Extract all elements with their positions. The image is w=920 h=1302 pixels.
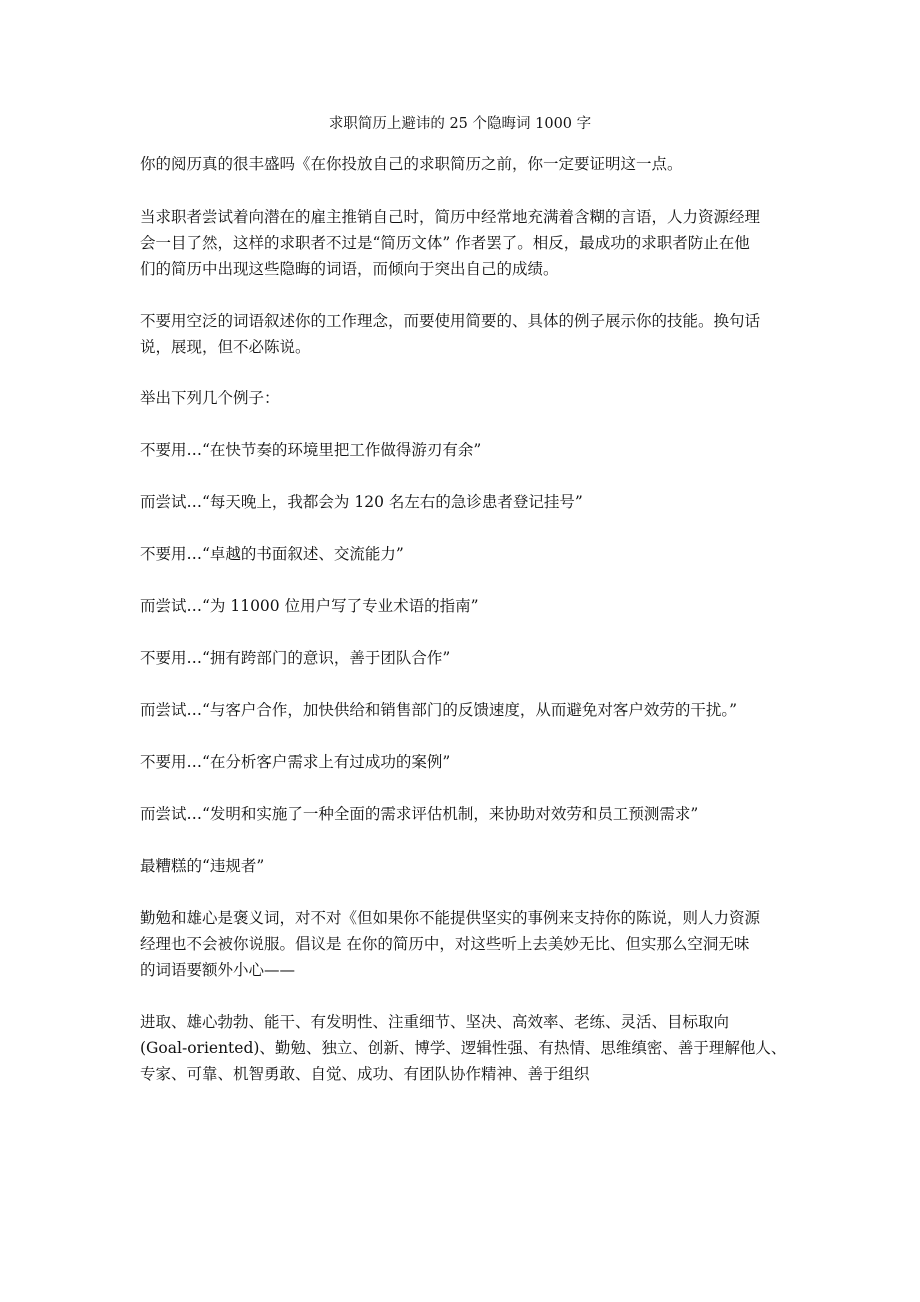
paragraph-line: 而尝试…“每天晚上，我都会为 120 名左右的急诊患者登记挂号” bbox=[140, 493, 583, 511]
paragraph-show-dont-tell bbox=[140, 308, 792, 360]
paragraph-line: 会一目了然，这样的求职者不过是“简历文体” 作者罢了。相反，最成功的求职者防止在他 bbox=[140, 234, 750, 252]
paragraph-line: 的词语要额外小心—— bbox=[140, 961, 296, 979]
paragraph-diligence bbox=[140, 905, 792, 983]
paragraph-line: 经理也不会被你说服。倡议是 在你的简历中，对这些听上去美妙无比、但实那么空洞无味 bbox=[140, 935, 750, 953]
example-try-instead bbox=[140, 697, 792, 723]
paragraph-line: 不要用…“在快节奏的环境里把工作做得游刃有余” bbox=[140, 441, 482, 459]
example-try-instead bbox=[140, 593, 792, 619]
paragraph-line: 举出下列几个例子： bbox=[140, 389, 280, 407]
paragraph-intro bbox=[140, 151, 792, 177]
section-heading-worst-offenders bbox=[140, 853, 792, 879]
paragraph-line: 说，展现，但不必陈说。 bbox=[140, 338, 311, 356]
example-dont-use bbox=[140, 749, 792, 775]
document-title: 求职简历上避讳的 25 个隐晦词 1000 字 bbox=[328, 116, 592, 132]
paragraph-line: 而尝试…“发明和实施了一种全面的需求评估机制，来协助对效劳和员工预测需求” bbox=[140, 805, 699, 823]
example-dont-use bbox=[140, 541, 792, 567]
paragraph-word-list bbox=[140, 1009, 792, 1087]
example-dont-use bbox=[140, 645, 792, 671]
paragraph-line: 们的简历中出现这些隐晦的词语，而倾向于突出自己的成绩。 bbox=[140, 260, 559, 278]
paragraph-line: 专家、可靠、机智勇敢、自觉、成功、有团队协作精神、善于组织 bbox=[140, 1065, 590, 1083]
example-dont-use bbox=[140, 437, 792, 463]
paragraph-line: 不要用空泛的词语叙述你的工作理念，而要使用简要的、具体的例子展示你的技能。换句话 bbox=[140, 312, 761, 330]
paragraph-line: 勤勉和雄心是褒义词，对不对《但如果你不能提供坚实的事例来支持你的陈说，则人力资源 bbox=[140, 909, 761, 927]
paragraph-line: 进取、雄心勃勃、能干、有发明性、注重细节、坚决、高效率、老练、灵活、目标取向 bbox=[140, 1013, 730, 1031]
paragraph-line: 当求职者尝试着向潜在的雇主推销自己时，简历中经常地充满着含糊的言语，人力资源经理 bbox=[140, 208, 761, 226]
paragraph-line: (Goal-oriented)、勤勉、独立、创新、博学、逻辑性强、有热情、思维缜密、善于理解他人、 bbox=[140, 1039, 787, 1057]
paragraph-line: 不要用…“卓越的书面叙述、交流能力” bbox=[140, 545, 404, 563]
paragraph-line: 不要用…“拥有跨部门的意识，善于团队合作” bbox=[140, 649, 451, 667]
paragraph-line: 而尝试…“为 11000 位用户写了专业术语的指南” bbox=[140, 597, 479, 615]
paragraph-line: 而尝试…“与客户合作，加快供给和销售部门的反馈速度，从而避免对客户效劳的干扰。” bbox=[140, 701, 738, 719]
paragraph-line: 你的阅历真的很丰盛吗《在你投放自己的求职简历之前，你一定要证明这一点。 bbox=[140, 155, 683, 173]
example-try-instead bbox=[140, 489, 792, 515]
paragraph-line: 最糟糕的“违规者” bbox=[140, 857, 265, 875]
paragraph-examples-heading bbox=[140, 385, 792, 411]
example-try-instead bbox=[140, 801, 792, 827]
paragraph-line: 不要用…“在分析客户需求上有过成功的案例” bbox=[140, 753, 451, 771]
paragraph-vague-language bbox=[140, 204, 792, 282]
